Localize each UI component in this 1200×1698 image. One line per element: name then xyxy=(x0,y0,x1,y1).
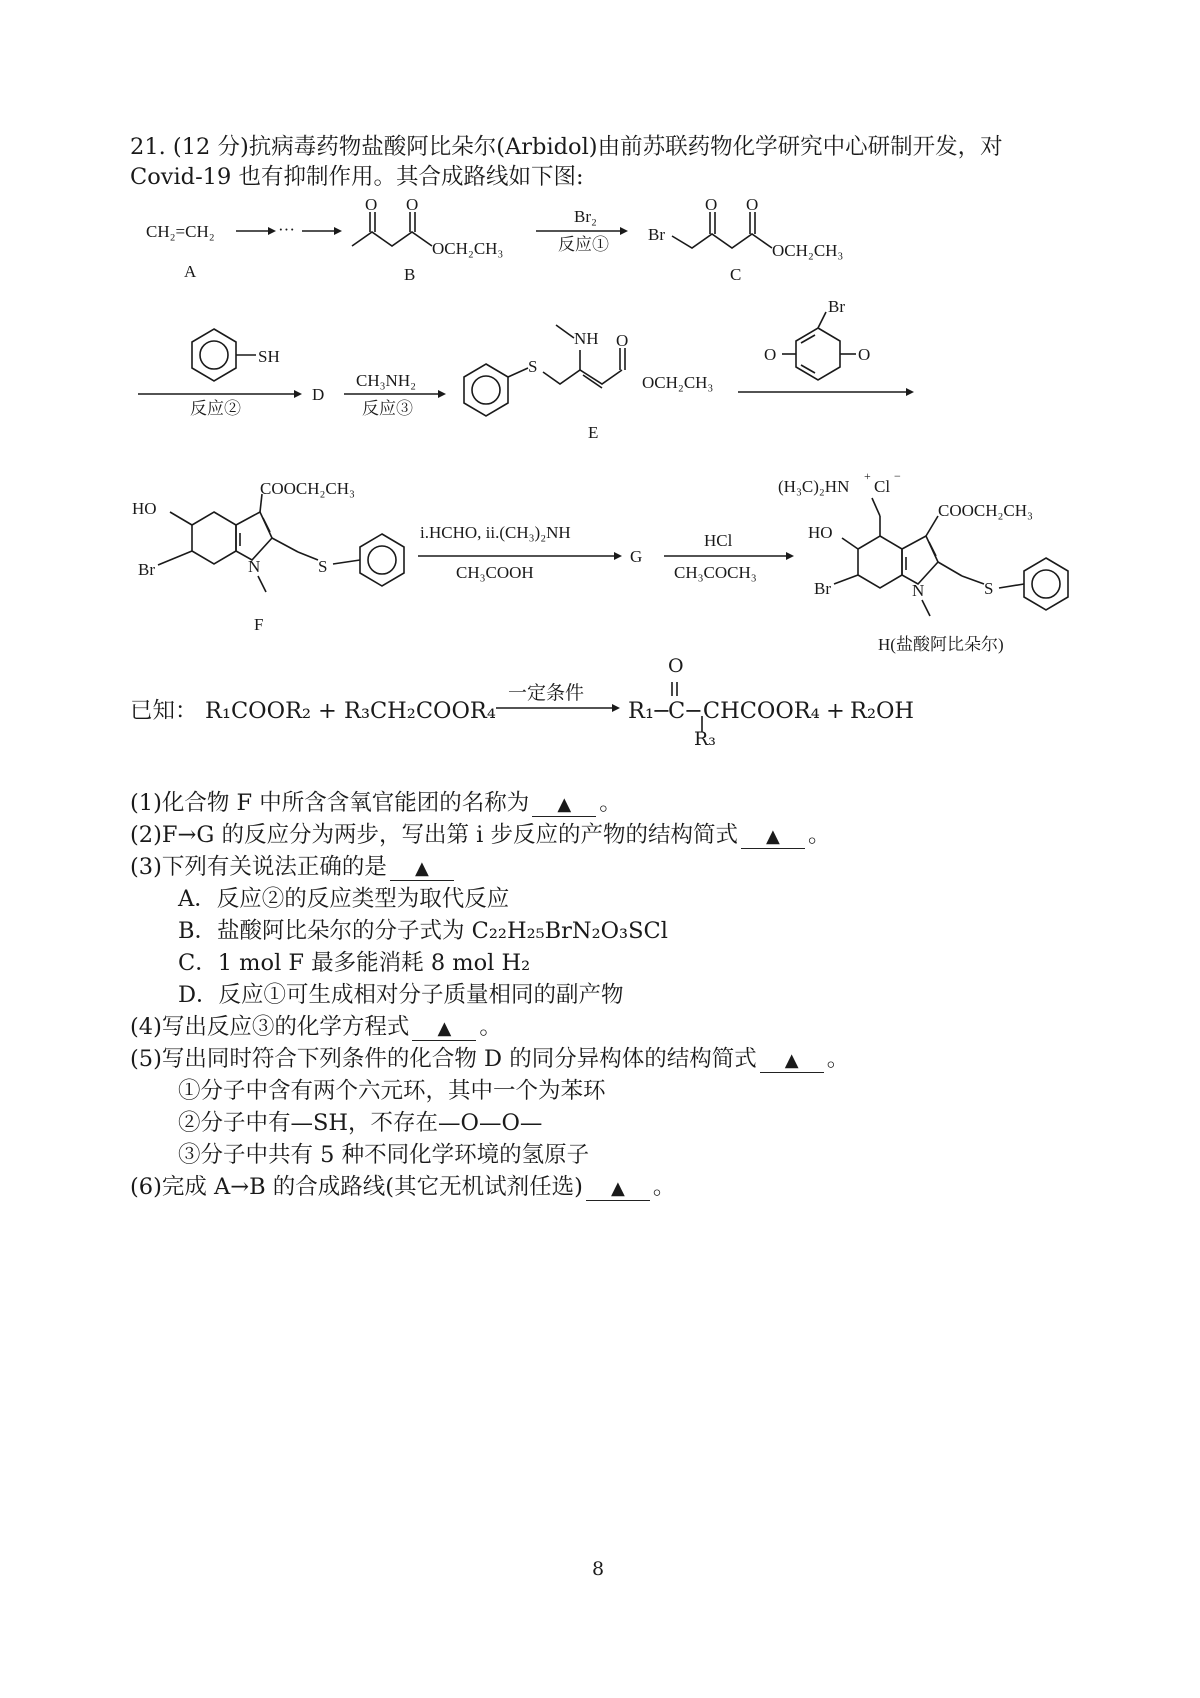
label-B: B xyxy=(404,265,416,284)
known-reactant1: R₁COOR₂ xyxy=(205,698,312,724)
question-6-end: 。 xyxy=(652,1174,676,1200)
known-condition: 一定条件 xyxy=(508,682,585,704)
question-intro-line1: 21. (12 分)抗病毒药物盐酸阿比朵尔(Arbidol)由前苏联药物化学研究中心研制开发，对 xyxy=(130,134,1003,160)
known-product-R3: R₃ xyxy=(694,728,716,750)
E-NH: NH xyxy=(574,329,599,348)
reagent-HCl: HCl xyxy=(704,531,733,550)
condition-1: ①分子中含有两个六元环，其中一个为苯环 xyxy=(178,1078,606,1104)
E-O: O xyxy=(616,331,629,350)
question-3 xyxy=(130,852,457,882)
question-4 xyxy=(130,1012,502,1042)
answer-blank-3[interactable]: ▲ xyxy=(390,858,454,881)
condition-3: ③分子中共有 5 种不同化学环境的氢原子 xyxy=(178,1142,590,1168)
C-O2: O xyxy=(746,195,759,214)
known-plus: + xyxy=(318,698,337,724)
question-1 xyxy=(130,788,622,818)
B-O1: O xyxy=(365,195,378,214)
H-N: N xyxy=(912,581,925,600)
label-C: C xyxy=(730,265,742,284)
reagent-Br2: Br₂ xyxy=(574,207,597,226)
question-intro-line2: Covid-19 也有抑制作用。其合成路线如下图: xyxy=(130,164,584,190)
quinone-O2: O xyxy=(858,345,871,364)
known-product-O: O xyxy=(668,655,684,677)
option-D: D．反应①可生成相对分子质量相同的副产物 xyxy=(178,982,624,1008)
reaction-2-label: 反应② xyxy=(190,399,241,418)
label-A: A xyxy=(184,262,197,281)
reagent-FG-bottom: CH₃COOH xyxy=(456,563,534,582)
answer-blank-2[interactable]: ▲ xyxy=(741,826,805,849)
question-1-end: 。 xyxy=(599,790,622,816)
arrow-dots: ··· xyxy=(278,220,295,239)
H-ester: COOCH₂CH₃ xyxy=(938,501,1033,520)
option-B: B．盐酸阿比朵尔的分子式为 C₂₂H₂₅BrN₂O₃SCl xyxy=(178,918,668,944)
option-A: A．反应②的反应类型为取代反应 xyxy=(178,886,510,912)
question-4-text: (4)写出反应③的化学方程式 xyxy=(130,1014,410,1040)
known-product-R2OH: R₂OH xyxy=(850,698,915,724)
quinone-Br: Br xyxy=(828,297,845,316)
label-F: F xyxy=(254,615,264,634)
reagent-CH3NH2: CH₃NH₂ xyxy=(356,371,417,390)
H-HO: HO xyxy=(808,523,833,542)
question-6 xyxy=(130,1172,675,1202)
question-1-text: (1)化合物 F 中所含含氧官能团的名称为 xyxy=(130,790,530,816)
F-HO: HO xyxy=(132,499,157,518)
B-O2: O xyxy=(406,195,419,214)
question-5-end: 。 xyxy=(826,1046,850,1072)
label-D: D xyxy=(312,385,325,404)
label-H: H(盐酸阿比朵尔) xyxy=(878,635,1004,654)
B-ester: OCH₂CH₃ xyxy=(432,239,504,258)
label-G: G xyxy=(630,547,643,566)
condition-2: ②分子中有—SH，不存在—O—O— xyxy=(178,1110,543,1136)
known-product-R1: R₁ xyxy=(628,698,654,724)
question-6-text: (6)完成 A→B 的合成路线(其它无机试剂任选) xyxy=(130,1174,583,1200)
F-S: S xyxy=(318,557,328,576)
E-S: S xyxy=(528,357,538,376)
H-minus: − xyxy=(894,469,901,483)
question-5 xyxy=(130,1044,849,1074)
known-prefix: 已知： xyxy=(130,698,198,724)
quinone-O1: O xyxy=(764,345,777,364)
question-5-text: (5)写出同时符合下列条件的化合物 D 的同分异构体的结构简式 xyxy=(130,1046,757,1072)
question-2-text: (2)F→G 的反应分为两步，写出第 i 步反应的产物的结构简式 xyxy=(130,822,738,848)
thiophenol-SH: SH xyxy=(258,347,280,366)
question-2 xyxy=(130,820,830,850)
H-plus: + xyxy=(864,469,871,483)
question-2-end: 。 xyxy=(807,822,831,848)
reagent-acetone: CH₃COCH₃ xyxy=(674,563,757,582)
E-ester: OCH₂CH₃ xyxy=(642,373,714,392)
H-ammonium: (H₃C)₂HN xyxy=(778,477,850,496)
reagent-FG-top: i.HCHO, ii.(CH₃)₂NH xyxy=(420,523,571,542)
F-ester: COOCH₂CH₃ xyxy=(260,479,355,498)
known-reactant2: R₃CH₂COOR₄ xyxy=(344,698,496,724)
question-3-text: (3)下列有关说法正确的是 xyxy=(130,854,387,880)
C-Br: Br xyxy=(648,225,665,244)
F-N: N xyxy=(248,557,261,576)
C-ester: OCH₂CH₃ xyxy=(772,241,844,260)
reaction-3-label: 反应③ xyxy=(362,399,413,418)
H-S: S xyxy=(984,579,994,598)
known-product-rest: −CHCOOR₄ xyxy=(684,698,820,724)
C-O1: O xyxy=(705,195,718,214)
page-number: 8 xyxy=(592,1558,605,1580)
label-E: E xyxy=(588,423,599,442)
H-Cl: Cl xyxy=(874,477,891,496)
known-product-plus: + xyxy=(826,698,845,724)
answer-blank-1[interactable]: ▲ xyxy=(532,794,596,817)
question-4-end: 。 xyxy=(479,1014,502,1040)
compound-A-formula: CH₂=CH₂ xyxy=(146,222,215,241)
reaction-1-label: 反应① xyxy=(558,235,609,254)
answer-blank-5[interactable]: ▲ xyxy=(760,1050,824,1073)
F-Br: Br xyxy=(138,560,155,579)
answer-blank-6[interactable]: ▲ xyxy=(586,1178,650,1201)
answer-blank-4[interactable]: ▲ xyxy=(412,1018,476,1041)
known-product-C: C xyxy=(668,698,686,724)
H-Br: Br xyxy=(814,579,831,598)
option-C: C．1 mol F 最多能消耗 8 mol H₂ xyxy=(178,950,531,976)
known-product-dash: − xyxy=(652,698,671,724)
